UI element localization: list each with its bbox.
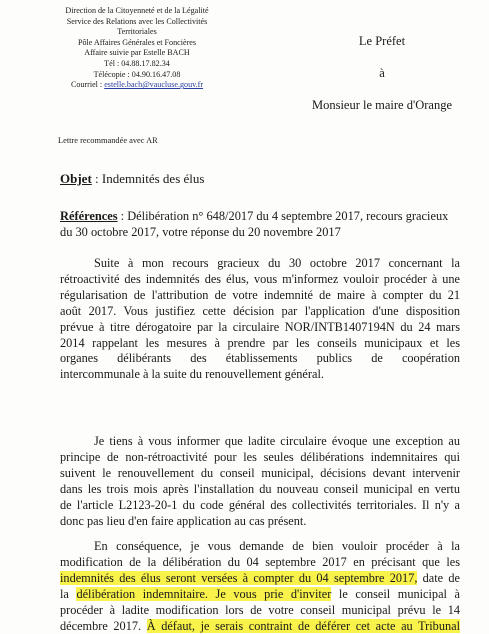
subject-sep: :	[91, 171, 102, 186]
text-line: organes délibérants des établissements publics de coopération	[60, 351, 460, 366]
references-line	[60, 208, 460, 224]
recipient-block	[282, 34, 482, 130]
text-line: régularisation de l'attribution de votre indemnité de maire à compter du 21	[60, 287, 460, 302]
sender-line: Tél : 04.88.17.82.34	[104, 58, 170, 68]
text-line: donc pas lieu d'en faire application au cas présent.	[60, 513, 307, 528]
email-link[interactable]: estelle.bach@vaucluse.gouv.fr	[104, 80, 204, 90]
sender-email-line	[52, 80, 222, 91]
text-line: principe de non-rétroactivité pour les seules délibérations indemnitaires qui	[60, 449, 460, 464]
sender-line: Affaire suivie par Estelle BACH	[84, 48, 190, 58]
text-line: modification de la délibération du 04 septembre 2017 en précisant que les	[60, 554, 460, 569]
text-line: suivent le renouvellement du conseil municipal, décisions devant intervenir	[60, 465, 460, 480]
sender-line: Télécopie : 04.90.16.47.08	[93, 69, 181, 79]
recipient-line: à	[379, 66, 385, 80]
text-line: Suite à mon recours gracieux du 30 octobre 2017 concernant la	[94, 256, 460, 270]
paragraph-2	[60, 434, 460, 529]
subject-text: Indemnités des élus	[101, 171, 205, 186]
text-line: rétroactivité des indemnités des élus, vous m'informez vouloir procéder à une	[60, 271, 460, 286]
text-line: prévue à titre dérogatoire par la circulaire NOR/INTB1407194N du 24 mars	[60, 319, 460, 334]
sender-line: Direction de la Citoyenneté et de la Légalité	[65, 6, 209, 15]
text-line	[60, 587, 460, 603]
email-label: Courriel :	[70, 80, 105, 90]
subject-label: Objet	[60, 171, 92, 186]
text-line: intercommunale à la suite du renouvellement général.	[60, 367, 324, 382]
text-line	[60, 619, 460, 634]
subject-line	[60, 171, 204, 187]
text-segment: la	[60, 586, 77, 601]
text-line: En conséquence, je vous demande de bien vouloir procéder à la	[94, 539, 460, 553]
paragraph-1	[60, 256, 460, 383]
sender-block	[52, 6, 222, 91]
sender-line: Territoriales	[117, 27, 157, 37]
text-line: 2014 rappelant les mesures à prendre par les conseils municipaux et les	[60, 335, 460, 350]
text-segment: le conseil municipal à	[331, 586, 460, 601]
text-line	[60, 571, 460, 587]
text-line: de l'article L2123-20-1 du code général des collectivités territoriales. Il n'y a	[60, 497, 460, 512]
text-line: août 2017. Vous justifiez cette décision par l'application d'une disposition	[60, 303, 460, 318]
registered-mail-note: Lettre recommandée avec AR	[58, 136, 158, 145]
recipient-line: Le Préfet	[358, 34, 406, 48]
sender-line: Pôle Affaires Générales et Foncières	[77, 37, 197, 47]
text-line: Je tiens à vous informer que ladite circulaire évoque une exception au	[94, 434, 460, 448]
references-line: du 30 octobre 2017, votre réponse du 20 novembre 2017	[60, 225, 341, 239]
references-text: : Délibération n° 648/2017 du 4 septembre 2017, recours gracieux	[117, 209, 449, 223]
highlighted-text: délibération indemnitaire. Je vous prie d'inviter	[76, 586, 332, 601]
highlighted-text: indemnités des élus seront versées à compter du 04 septembre 2017,	[60, 570, 418, 585]
text-line: dans les trois mois après l'installation du nouveau conseil municipal en vertu	[60, 481, 460, 496]
text-line: procéder à ladite modification lors de votre conseil municipal prévu le 14	[60, 602, 460, 617]
text-segment: date de	[417, 570, 460, 585]
recipient-line: Monsieur le maire d'Orange	[311, 98, 453, 112]
text-segment: décembre 2017.	[60, 618, 147, 633]
sender-line: Service des Relations avec les Collectivités	[66, 16, 208, 26]
references-block	[60, 208, 460, 240]
references-label: Références	[60, 209, 118, 223]
highlighted-text: À défaut, je serais contraint de déférer cet acte au Tribunal	[146, 618, 460, 633]
paragraph-3	[60, 539, 460, 634]
